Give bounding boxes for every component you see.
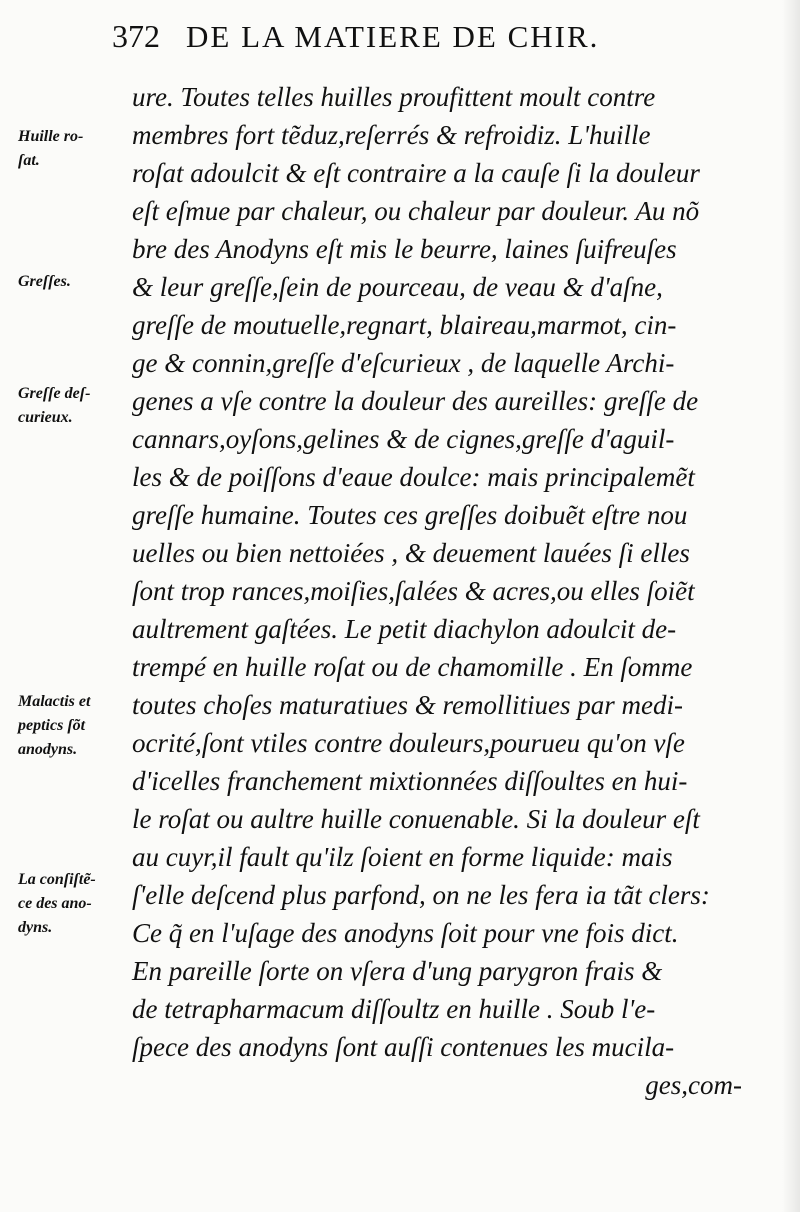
page-edge-shadow — [782, 0, 800, 1212]
text-line: le roſat ou aultre huille conuenable. Si la douleur eſt — [132, 804, 700, 834]
text-line: & leur greſſe,ſein de pourceau, de veau & d'aſne, — [132, 272, 663, 302]
marginal-note-line: La conſiſtẽ- — [18, 871, 96, 888]
marginal-note-line: dyns. — [18, 919, 53, 936]
marginal-note — [18, 382, 90, 430]
text-line: greſſe de moutuelle,regnart, blaireau,marmot, cin- — [132, 310, 677, 340]
text-line: trempé en huille roſat ou de chamomille . En ſomme — [132, 652, 693, 682]
text-line: ocrité,ſont vtiles contre douleurs,pourueu qu'on vſe — [132, 728, 685, 758]
text-line: ſ'elle deſcend plus parfond, on ne les fera ia tãt clers: — [132, 880, 710, 910]
text-line: ges,com- — [645, 1070, 742, 1100]
text-line: aultrement gaſtées. Le petit diachylon adoulcit de- — [132, 614, 677, 644]
text-line: membres fort tẽduz,reſerrés & refroidiz. L'huille — [132, 120, 651, 150]
text-line: toutes choſes maturatiues & remollitiues par medi- — [132, 690, 683, 720]
marginal-note-line: ſat. — [18, 152, 40, 169]
marginal-note-line: anodyns. — [18, 741, 78, 758]
text-line: genes a vſe contre la douleur des aureilles: greſſe de — [132, 386, 699, 416]
text-line: ſont trop rances,moiſies,ſalées & acres,ou elles ſoiẽt — [132, 576, 695, 606]
marginal-note-line: Malactis et — [18, 693, 91, 710]
text-line: ge & connin,greſſe d'eſcurieux , de laquelle Archi- — [132, 348, 675, 378]
marginal-note — [18, 868, 96, 940]
text-line: au cuyr,il fault qu'ilz ſoient en forme liquide: mais — [132, 842, 673, 872]
running-title: DE LA MATIERE DE CHIR. — [186, 19, 600, 54]
marginal-note-line: Huille ro- — [18, 128, 84, 145]
page-number: 372 — [112, 18, 160, 54]
main-text-block — [132, 78, 752, 1104]
marginal-note — [18, 125, 83, 173]
marginal-note-line: peptics ſõt — [18, 717, 86, 734]
marginal-note-line: ce des ano- — [18, 895, 92, 912]
marginal-note-line: curieux. — [18, 409, 73, 426]
text-line: de tetrapharmacum diſſoultz en huille . Soub l'e- — [132, 994, 656, 1024]
text-line: ſpece des anodyns ſont auſſi contenues les mucila- — [132, 1032, 675, 1062]
text-line: greſſe humaine. Toutes ces greſſes doibuẽt eſtre nou — [132, 500, 688, 530]
marginal-note — [18, 690, 90, 762]
text-line: eſt eſmue par chaleur, ou chaleur par douleur. Au nõ — [132, 196, 700, 226]
text-line: d'icelles franchement mixtionnées diſſoultes en hui- — [132, 766, 688, 796]
marginal-note — [18, 270, 71, 294]
text-line: cannars,oyſons,gelines & de cignes,greſſe d'aguil- — [132, 424, 675, 454]
marginal-note-line: Greſſes. — [18, 273, 71, 290]
text-line: ure. Toutes telles huilles proufittent moult contre — [132, 82, 656, 112]
text-line: En pareille ſorte on vſera d'ung parygron frais & — [132, 956, 663, 986]
text-line: roſat adoulcit & eſt contraire a la cauſe ſi la douleur — [132, 158, 700, 188]
text-line: les & de poiſſons d'eaue doulce: mais principalemẽt — [132, 462, 695, 492]
marginal-note-line: Greſſe deſ- — [18, 385, 91, 402]
text-line: Ce q̃ en l'uſage des anodyns ſoit pour vne fois dict. — [132, 918, 679, 948]
text-line: uelles ou bien nettoiées , & deuement lauées ſi elles — [132, 538, 690, 568]
page-header — [112, 18, 752, 62]
text-line: bre des Anodyns eſt mis le beurre, laines ſuifreuſes — [132, 234, 677, 264]
